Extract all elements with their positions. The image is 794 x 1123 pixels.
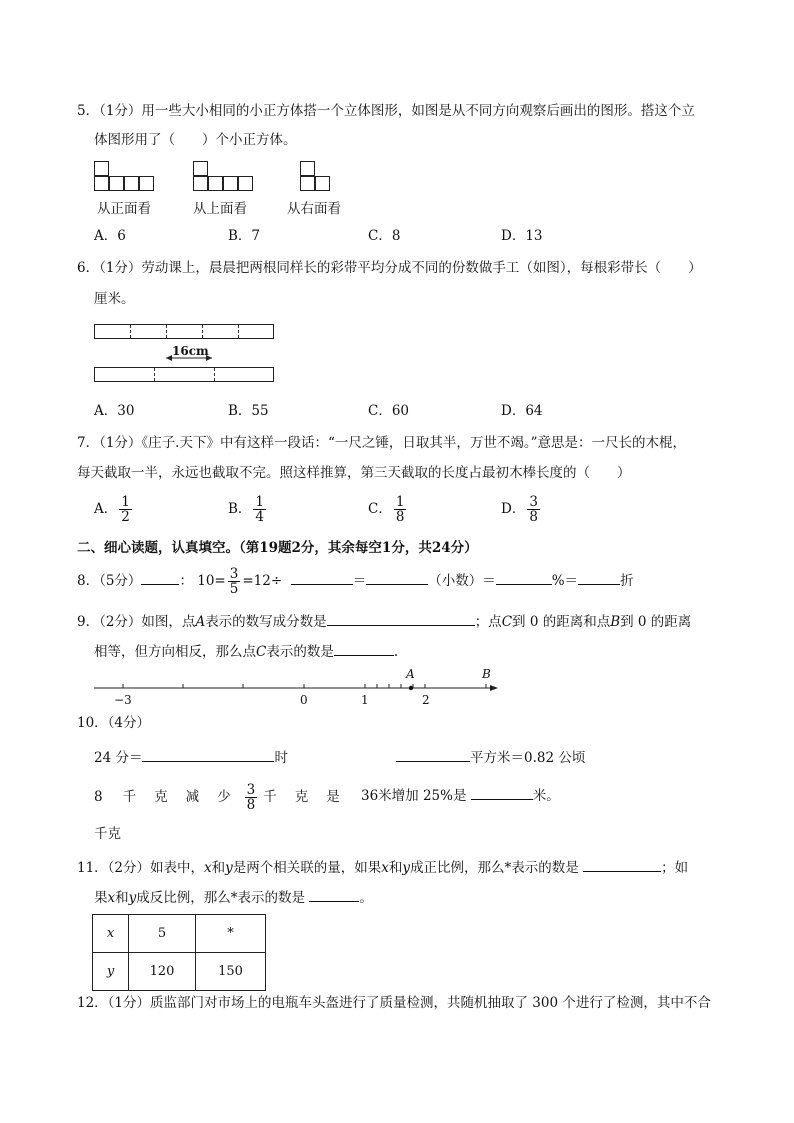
q11-blank-2[interactable] (309, 887, 359, 902)
q6-option-d[interactable]: D．64 (501, 403, 543, 419)
point-b-label: B (482, 667, 491, 681)
q9-line1: 9．（2分）如图，点A表示的数写成分数是 ；点C到 0 的距离和点B到 0 的距离 (77, 611, 691, 632)
q5-line2: 体图形用了（ ）个小正方体。 (94, 132, 297, 148)
q11-blank-1[interactable] (583, 857, 661, 872)
q7-option-c[interactable]: C． $\frac{1}{8}$ (368, 494, 405, 525)
q5-option-b[interactable]: B．7 (228, 228, 261, 244)
q6-option-a[interactable]: A．30 (94, 403, 135, 419)
q10-blank-b[interactable] (396, 747, 470, 762)
section-2-title: 二、细心读题，认真填空。（第19题2分，其余每空1分，共24分） (77, 540, 478, 556)
q10-b: 平方米＝0.82 公顷 (396, 747, 585, 768)
q9-line2: 相等，但方向相反，那么点C表示的数是 . (94, 641, 398, 662)
q7-option-d[interactable]: D． $\frac{3}{8}$ (501, 494, 538, 525)
tick-label-1: 1 (361, 693, 369, 707)
q9-blank-2[interactable] (334, 641, 394, 656)
q6-option-b[interactable]: B．55 (228, 403, 269, 419)
q10-a: 24 分＝ 时 (94, 747, 288, 768)
right-view-label: 从右面看 (287, 201, 341, 217)
q7-line2: 每天截取一半，永远也截取不完。照这样推算，第三天截取的长度占最初木棒长度的（ ） (77, 465, 631, 481)
table-row: x 5 * (93, 915, 266, 953)
q5-option-a[interactable]: A．6 (94, 228, 126, 244)
top-view-label: 从上面看 (193, 201, 247, 217)
q5-option-c[interactable]: C．8 (368, 228, 401, 244)
q8-blank-1[interactable] (141, 570, 179, 585)
q5-option-d[interactable]: D．13 (501, 228, 543, 244)
q6-line1: 6．（1分）劳动课上，晨晨把两根同样长的彩带平均分成不同的份数做手工（如图），每根彩带长（ ） (77, 260, 702, 276)
q5-line1: 5．（1分）用一些大小相同的小正方体搭一个立体图形，如图是从不同方向观察后画出的图形。搭这个立 (77, 103, 695, 119)
q7-line1: 7．（1分）《庄子.天下》中有这样一段话：“一尺之锤，日取其半，万世不竭。”意思是：一尺长的木棍， (77, 435, 687, 451)
table-row: y 120 150 (93, 953, 266, 991)
q11-line1: 11．（2分）如表中，x和y是两个相关联的量，如果x和y成正比例，那么*表示的数是 ；如 (77, 857, 688, 878)
q6-line2: 厘米。 (94, 291, 135, 307)
xy-table (92, 914, 266, 991)
tick-label-0: 0 (300, 693, 308, 707)
q8-line: 8．（5分） ： 10= $\frac{3}{5}$ =12÷ ＝ （小数）＝ %＝ 折 (77, 566, 634, 597)
q8-blank-5[interactable] (578, 570, 620, 585)
q7-option-b[interactable]: B． $\frac{1}{4}$ (228, 494, 265, 525)
measure-label: 16cm (172, 344, 209, 358)
q6-option-c[interactable]: C．60 (368, 403, 410, 419)
tick-label-neg3: −3 (114, 693, 132, 707)
front-view-label: 从正面看 (97, 201, 151, 217)
q10-d: 36米增加 25%是 米。 (361, 785, 560, 806)
point-a-dot (409, 686, 413, 690)
q7-option-a[interactable]: A． $\frac{1}{2}$ (94, 494, 130, 525)
q10-blank-a[interactable] (142, 747, 274, 762)
q10-c: 8 千 克 减 少 $\frac{3}{8}$ 千 克 是 (94, 782, 340, 813)
q10-c-unit: 千克 (94, 826, 121, 842)
q8-blank-2[interactable] (291, 570, 353, 585)
point-a-label: A (406, 667, 415, 681)
q11-line2: 果x和y成反比例，那么*表示的数是 。 (94, 887, 373, 908)
ribbon-top (94, 324, 274, 339)
tick-label-2: 2 (422, 693, 430, 707)
q10-title: 10．（4分） (77, 715, 151, 731)
q8-blank-4[interactable] (496, 570, 552, 585)
q10-blank-d[interactable] (471, 785, 533, 800)
q8-blank-3[interactable] (366, 570, 428, 585)
q9-blank-1[interactable] (327, 611, 475, 626)
ribbon-bottom (94, 367, 274, 382)
q12-line1: 12．（1分）质监部门对市场上的电瓶车头盔进行了质量检测，共随机抽取了 300 个进行了检测，其中不合 (77, 995, 711, 1011)
